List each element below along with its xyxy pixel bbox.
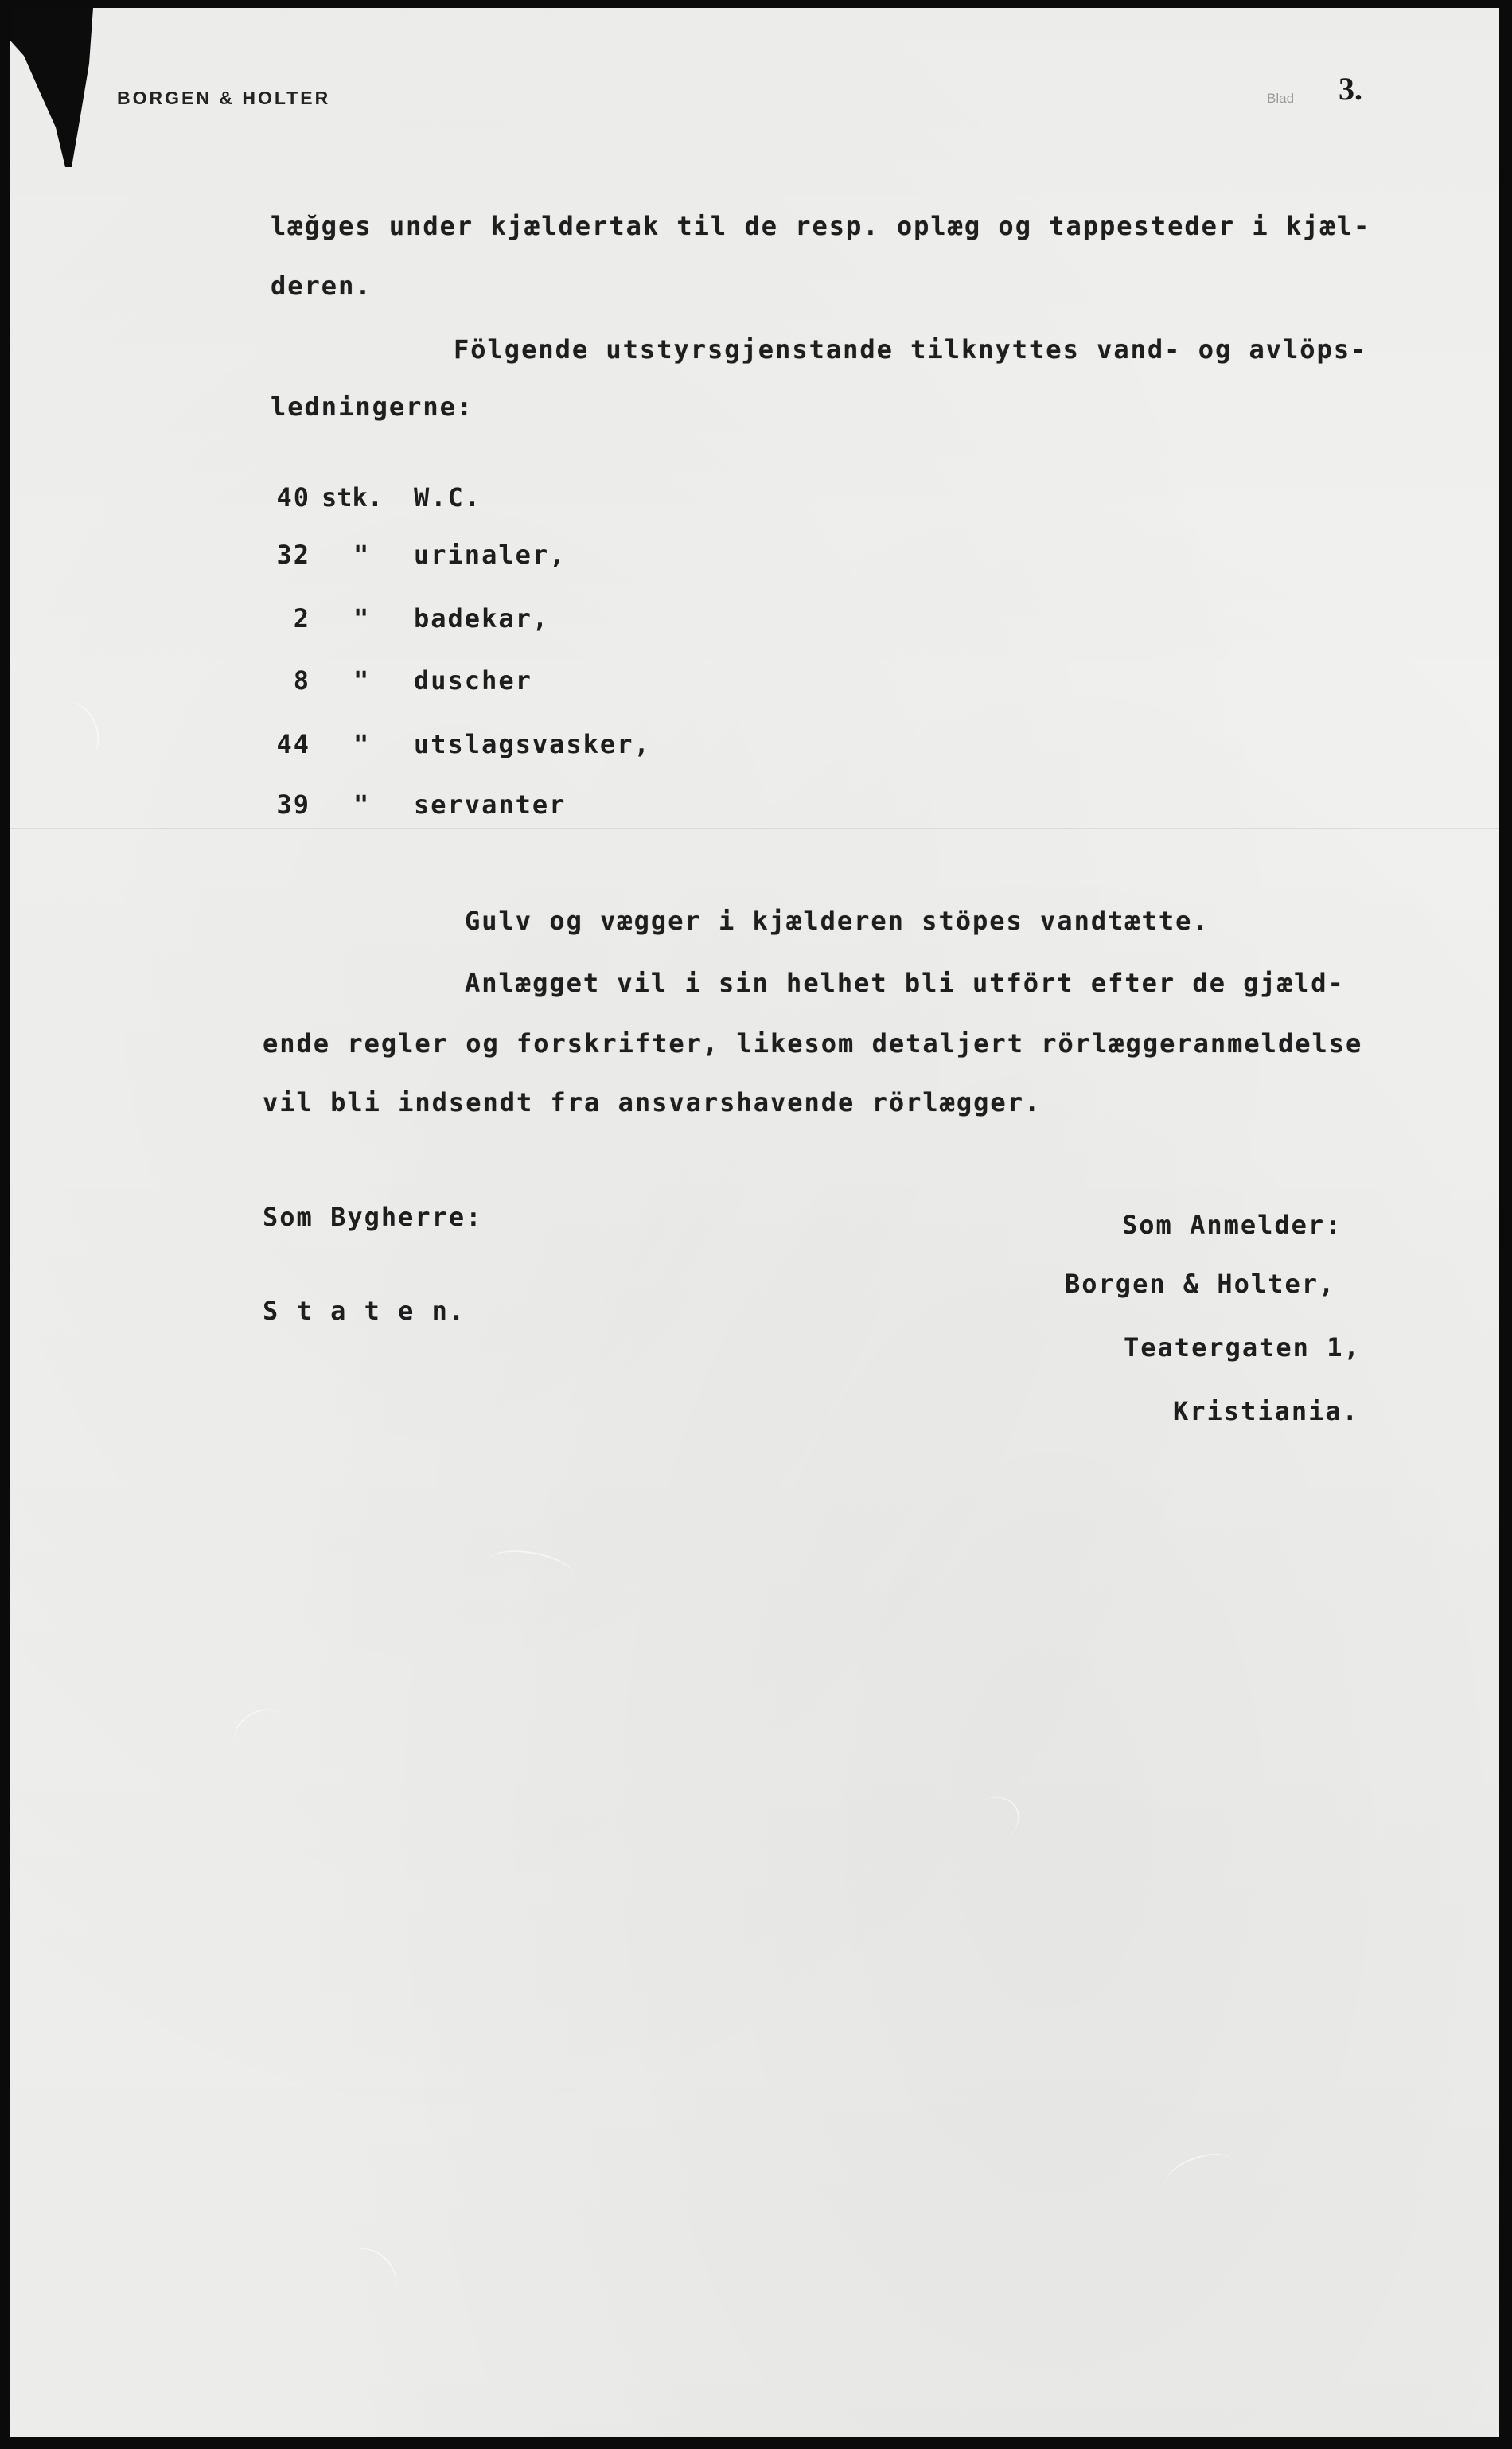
fixture-count: 8 bbox=[293, 665, 310, 696]
body-line-2: deren. bbox=[271, 271, 372, 301]
body-line-4: ledningerne: bbox=[271, 392, 474, 422]
anmelder-label: Som Anmelder: bbox=[1122, 1210, 1342, 1240]
body-line-3: Fölgende utstyrsgjenstande tilknyttes vand- og avlöps- bbox=[454, 334, 1368, 365]
scan-scratch bbox=[1160, 2146, 1239, 2201]
closing-line-3: ende regler og forskrifter, likesom detaljert rörlæggeranmeldelse bbox=[263, 1028, 1363, 1059]
fixture-count: 2 bbox=[293, 603, 310, 634]
bygherre-name: S t a t e n. bbox=[263, 1296, 466, 1326]
scan-scratch bbox=[485, 1545, 577, 1593]
anmelder-address: Teatergaten 1, bbox=[1124, 1332, 1361, 1363]
fixture-unit: " bbox=[353, 603, 369, 634]
fixture-count: 40 bbox=[276, 482, 310, 513]
letterhead-company: BORGEN & HOLTER bbox=[117, 88, 331, 108]
body-line-1: læğges under kjældertak til de resp. oplæg og tappesteder i kjæl- bbox=[271, 211, 1371, 241]
page-number: 3. bbox=[1339, 71, 1362, 107]
anmelder-company: Borgen & Holter, bbox=[1065, 1269, 1336, 1299]
scan-scratch bbox=[337, 2239, 406, 2307]
fixture-name: W.C. bbox=[414, 482, 482, 513]
scan-scratch bbox=[948, 1787, 1028, 1861]
fixture-name: servanter bbox=[414, 790, 567, 820]
fixture-unit: " bbox=[353, 540, 369, 570]
closing-line-4: vil bli indsendt fra ansvarshavende rörlægger. bbox=[263, 1087, 1042, 1117]
fixture-name: utslagsvasker, bbox=[414, 729, 651, 759]
scan-scratch bbox=[39, 695, 107, 771]
blad-label: Blad bbox=[1267, 91, 1295, 106]
corner-tab-mark bbox=[10, 8, 97, 175]
fixture-count: 32 bbox=[276, 540, 310, 570]
fixture-unit: " bbox=[353, 790, 369, 820]
closing-line-1: Gulv og vægger i kjælderen stöpes vandtætte. bbox=[465, 906, 1210, 936]
bygherre-label: Som Bygherre: bbox=[263, 1202, 483, 1232]
fixture-name: urinaler, bbox=[414, 540, 567, 570]
fixture-unit: " bbox=[353, 665, 369, 696]
fixture-count: 44 bbox=[276, 729, 310, 759]
fixture-unit: stk. bbox=[321, 482, 384, 513]
fold-line bbox=[10, 828, 1499, 829]
document-page bbox=[10, 8, 1499, 2437]
anmelder-city: Kristiania. bbox=[1173, 1396, 1359, 1426]
fixture-unit: " bbox=[353, 729, 369, 759]
fixture-name: duscher bbox=[414, 665, 532, 696]
fixture-name: badekar, bbox=[414, 603, 550, 634]
fixture-count: 39 bbox=[276, 790, 310, 820]
closing-line-2: Anlægget vil i sin helhet bli utfört efter de gjæld- bbox=[465, 968, 1345, 998]
scan-scratch bbox=[226, 1700, 295, 1764]
